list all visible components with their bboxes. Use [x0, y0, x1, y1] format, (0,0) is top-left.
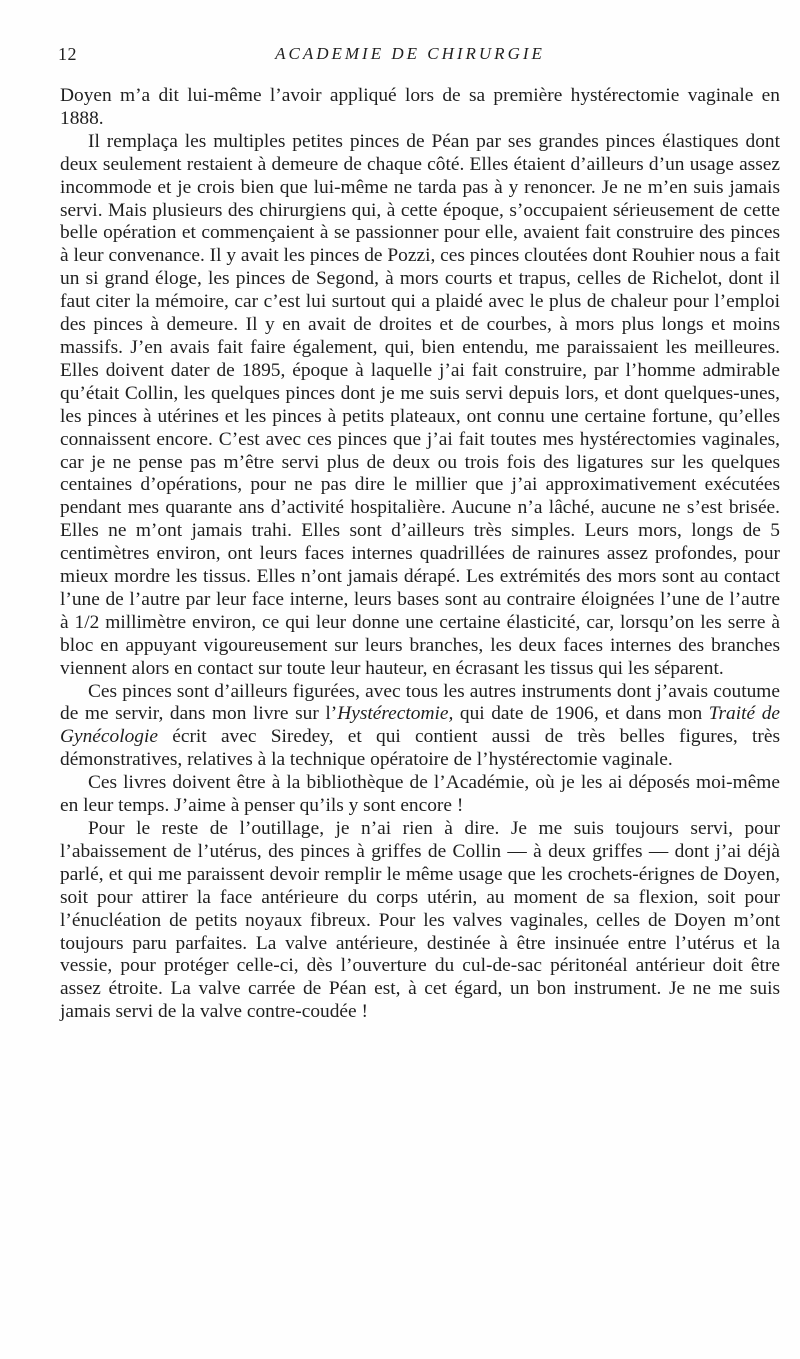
body-text — [60, 85, 780, 1024]
paragraph — [60, 131, 780, 681]
book-title: Hystérectomie, — [337, 703, 454, 725]
page-header — [58, 44, 762, 68]
paragraph — [60, 818, 780, 1024]
paragraph — [60, 772, 780, 818]
paragraph — [60, 681, 780, 773]
paragraph — [60, 85, 780, 131]
paragraph-text: Ces livres doivent être à la bibliothèque de l’Académie, où je les ai déposés moi-même en leur temps. J’aime à penser qu’ils y sont encore ! — [60, 772, 780, 817]
paragraph-text: Pour le reste de l’outillage, je n’ai rien à dire. Je me suis toujours servi, pour l’abaissement de l’utérus, des pinces à griffes de Collin — à deux griffes — dont j’ai déjà parlé, et qui me paraissent devoir remplir le même usage que les crochets-érignes de Doyen, soit pour attirer la face antérieure du corps utérin, au moment de sa flexion, soit pour l’énucléation de petits noyaux fibreux. Pour les valves vaginales, celles de Doyen m’ont toujours paru parfaites. La valve antérieure, destinée à être insinuée entre l’utérus et la vessie, pour protéger celle-ci, dès l’ouverture du cul-de-sac péritonéal antérieur doit être assez étroite. La valve carrée de Péan est, à cet égard, un bon instrument. Je ne me suis jamais servi de la valve contre-coudée ! — [60, 818, 780, 1023]
paragraph-text: Doyen m’a dit lui-même l’avoir appliqué lors de sa première hystérectomie vaginale en 1888. — [60, 85, 780, 129]
paragraph-text: Il remplaça les multiples petites pinces de Péan par ses grandes pinces élastiques dont deux seulement restaient à demeure de chaque côté. Elles étaient d’ailleurs d’un usage assez incommode et je crois bien que lui-même ne tarda pas à y renoncer. Je ne m’en suis jamais servi. Mais plusieurs des chirurgiens qui, à cette époque, s’occupaient sérieusement de cette belle opération et commençaient à se passionner pour elle, avaient fait construire des pinces à leur convenance. Il y avait les pinces de Pozzi, ces pinces cloutées dont Rouhier nous a fait un si grand éloge, les pinces de Segond, à mors courts et trapus, celles de Richelot, dont il faut citer la mémoire, car c’est lui surtout qui a plaidé avec le plus de chaleur pour l’emploi des pinces à demeure. Il y en avait de droites et de courbes, à mors plus longs et moins massifs. J’en avais fait faire également, qui, bien entendu, me paraissaient les meilleures. Elles doivent dater de 1895, époque à laquelle j’ai fait construire, par l’homme admirable qu’était Collin, les quelques pinces dont je me suis servi depuis lors, et dont quelques-unes, les pinces à utérines et les pinces à petits plateaux, ont connu une certaine fortune, qu’elles connaissent encore. C’est avec ces pinces que j’ai fait toutes mes hystérectomies vaginales, car je ne pense pas m’être servi plus de deux ou trois fois des ligatures sur les quelques centaines d’opérations, pour ne pas dire le millier que j’ai approximativement exécutées pendant mes quarante ans d’activité hospitalière. Aucune n’a lâché, aucune ne s’est brisée. Elles ne m’ont jamais trahi. Elles sont d’ailleurs très simples. Leurs mors, longs de 5 centimètres environ, ont leurs faces internes quadrillées de rainures assez profondes, pour mieux mordre les tissus. Elles n’ont jamais dérapé. Les extrémités des mors sont au contact l’une de l’autre par leur face interne, leurs bases sont au contraire éloignées l’une de l’autre à 1/2 millimètre environ, ce qui leur donne une certaine élasticité, car, lorsqu’on les serre à bloc en appuyant vigoureusement sur leurs branches, les deux faces internes des branches viennent alors en contact sur toute leur hauteur, en écrasant les tissus qui les séparent. — [60, 130, 780, 679]
paragraph-text: qui date de 1906, et dans mon — [453, 703, 709, 725]
paragraph-text: écrit avec Siredey, et qui contient aussi de très belles figures, très démonstratives, relatives à la technique opératoire de l’hystérectomie vaginale. — [60, 726, 780, 771]
paragraph-text: Ces pinces sont d’ailleurs figurées, avec tous les autres instruments dont j’avais coutume de me servir, dans mon livre sur l’ — [60, 680, 780, 725]
book-title: Traité de Gynécologie — [60, 703, 780, 748]
running-head: ACADEMIE DE CHIRURGIE — [275, 44, 545, 63]
page-number: 12 — [58, 44, 77, 64]
